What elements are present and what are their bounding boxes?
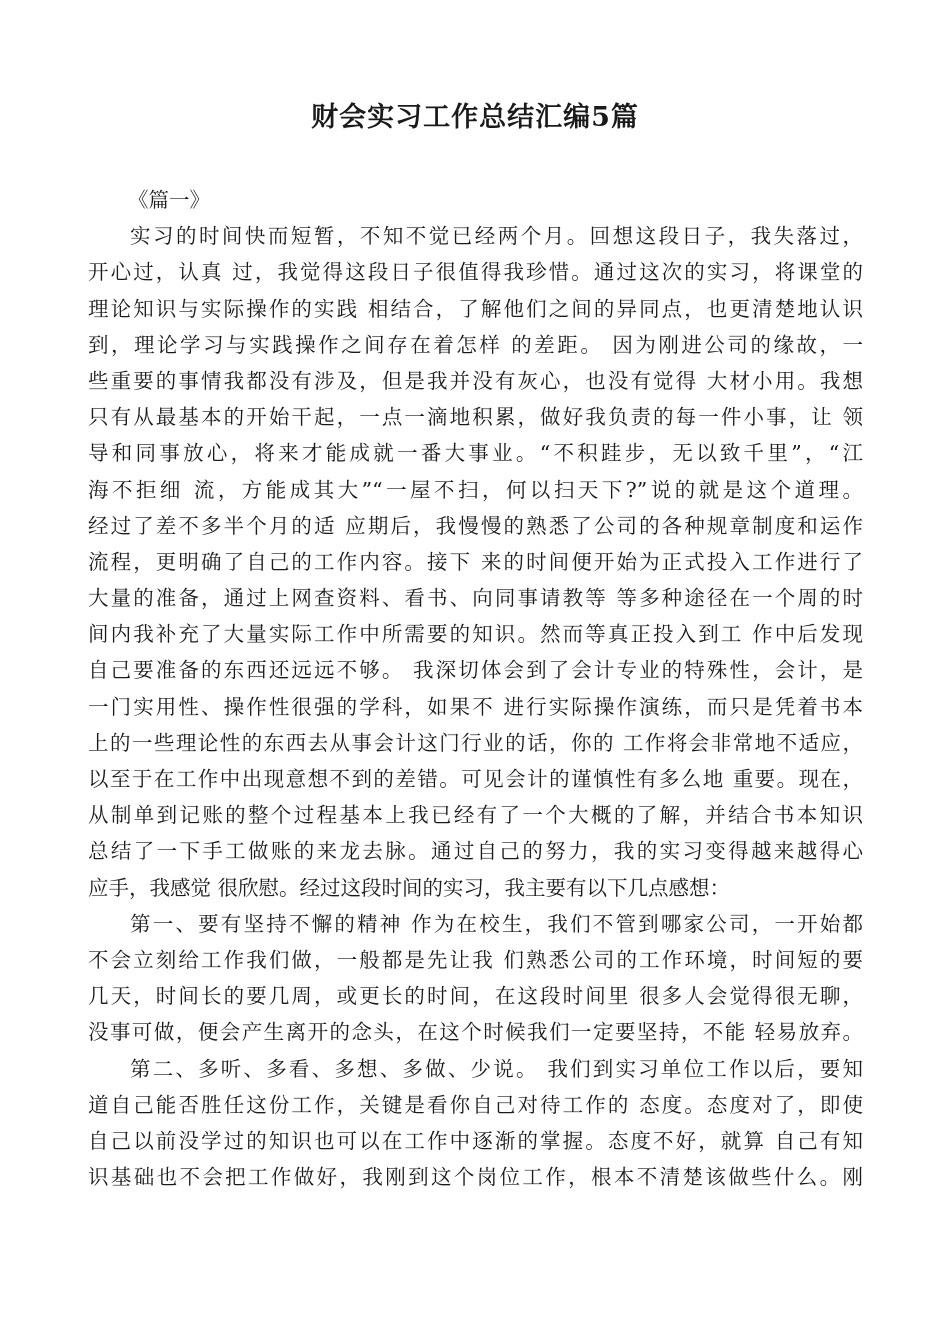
paragraph-line: 导和同事放心，将来才能成就一番大事业。“不积跬步，无以致千里”，“江 [88,441,863,466]
paragraph-line: 上的一些理论性的东西去从事会计这门行业的话，你的 工作将会非常地不适应， [88,730,863,755]
paragraph-line: 不会立刻给工作我们做，一般都是先让我 们熟悉公司的工作环境，时间短的要 [88,947,863,972]
paragraph-line: 海不拒细 流，方能成其大”“一屋不扫，何以扫天下?”说的就是这个道理。 [88,477,863,502]
paragraph-line: 从制单到记账的整个过程基本上我已经有了一个大概的了解，并结合书本知识 [88,803,863,828]
paragraph-line: 实习的时间快而短暂，不知不觉已经两个月。回想这段日子，我失落过， [130,224,863,249]
paragraph-line: 总结了一下手工做账的来龙去脉。通过自己的努力，我的实习变得越来越得心 [88,839,863,864]
paragraph-line: 道自己能否胜任这份工作，关键是看你自己对待工作的 态度。态度对了，即使 [88,1092,863,1117]
paragraph-line: 第一、要有坚持不懈的精神 作为在校生，我们不管到哪家公司，一开始都 [130,911,863,936]
paragraph-line: 只有从最基本的开始干起，一点一滴地积累，做好我负责的每一件小事，让 领 [88,405,863,430]
paragraph-line: 第二、多听、多看、多想、多做、少说。 我们到实习单位工作以后，要知 [130,1056,863,1081]
paragraph-line: 大量的准备，通过上网查资料、看书、向同事请教等 等多种途径在一个周的时 [88,586,863,611]
paragraph-line: 自己以前没学过的知识也可以在工作中逐渐的掌握。态度不好，就算 自己有知 [88,1128,863,1153]
paragraph-line: 一门实用性、操作性很强的学科，如果不 进行实际操作演练，而只是凭着书本 [88,694,863,719]
paragraph-line: 理论知识与实际操作的实践 相结合，了解他们之间的异同点，也更清楚地认识 [88,296,863,321]
paragraph-line: 到，理论学习与实践操作之间存在着怎样 的差距。 因为刚进公司的缘故，一 [88,332,863,357]
section-heading: 《篇一》 [128,188,210,212]
paragraph-line: 识基础也不会把工作做好，我刚到这个岗位工作，根本不清楚该做些什么。刚 [88,1165,863,1190]
paragraph-line: 经过了差不多半个月的适 应期后，我慢慢的熟悉了公司的各种规章制度和运作 [88,513,863,538]
paragraph-line: 些重要的事情我都没有涉及，但是我并没有灰心，也没有觉得 大材小用。我想 [88,368,863,393]
paragraph-line: 流程，更明确了自己的工作内容。接下 来的时间便开始为正式投入工作进行了 [88,549,863,574]
paragraph-line: 间内我补充了大量实际工作中所需要的知识。然而等真正投入到工 作中后发现 [88,622,863,647]
paragraph-line: 以至于在工作中出现意想不到的差错。可见会计的谨慎性有多么地 重要。现在， [88,767,863,791]
paragraph-line: 应手，我感觉 很欣慰。经过这段时间的实习，我主要有以下几点感想： [88,875,731,900]
paragraph-line: 几天，时间长的要几周，或更长的时间，在这段时间里 很多人会觉得很无聊， [88,984,863,1009]
document-body [88,182,863,1195]
document-title: 财会实习工作总结汇编5篇 [311,102,639,133]
paragraph-line: 自己要准备的东西还远远不够。 我深切体会到了会计专业的特殊性，会计，是 [88,658,863,683]
paragraph-line: 没事可做，便会产生离开的念头，在这个时候我们一定要坚持，不能 轻易放弃。 [88,1020,863,1045]
paragraph-line: 开心过，认真 过，我觉得这段日子很值得我珍惜。通过这次的实习，将课堂的 [88,260,863,285]
